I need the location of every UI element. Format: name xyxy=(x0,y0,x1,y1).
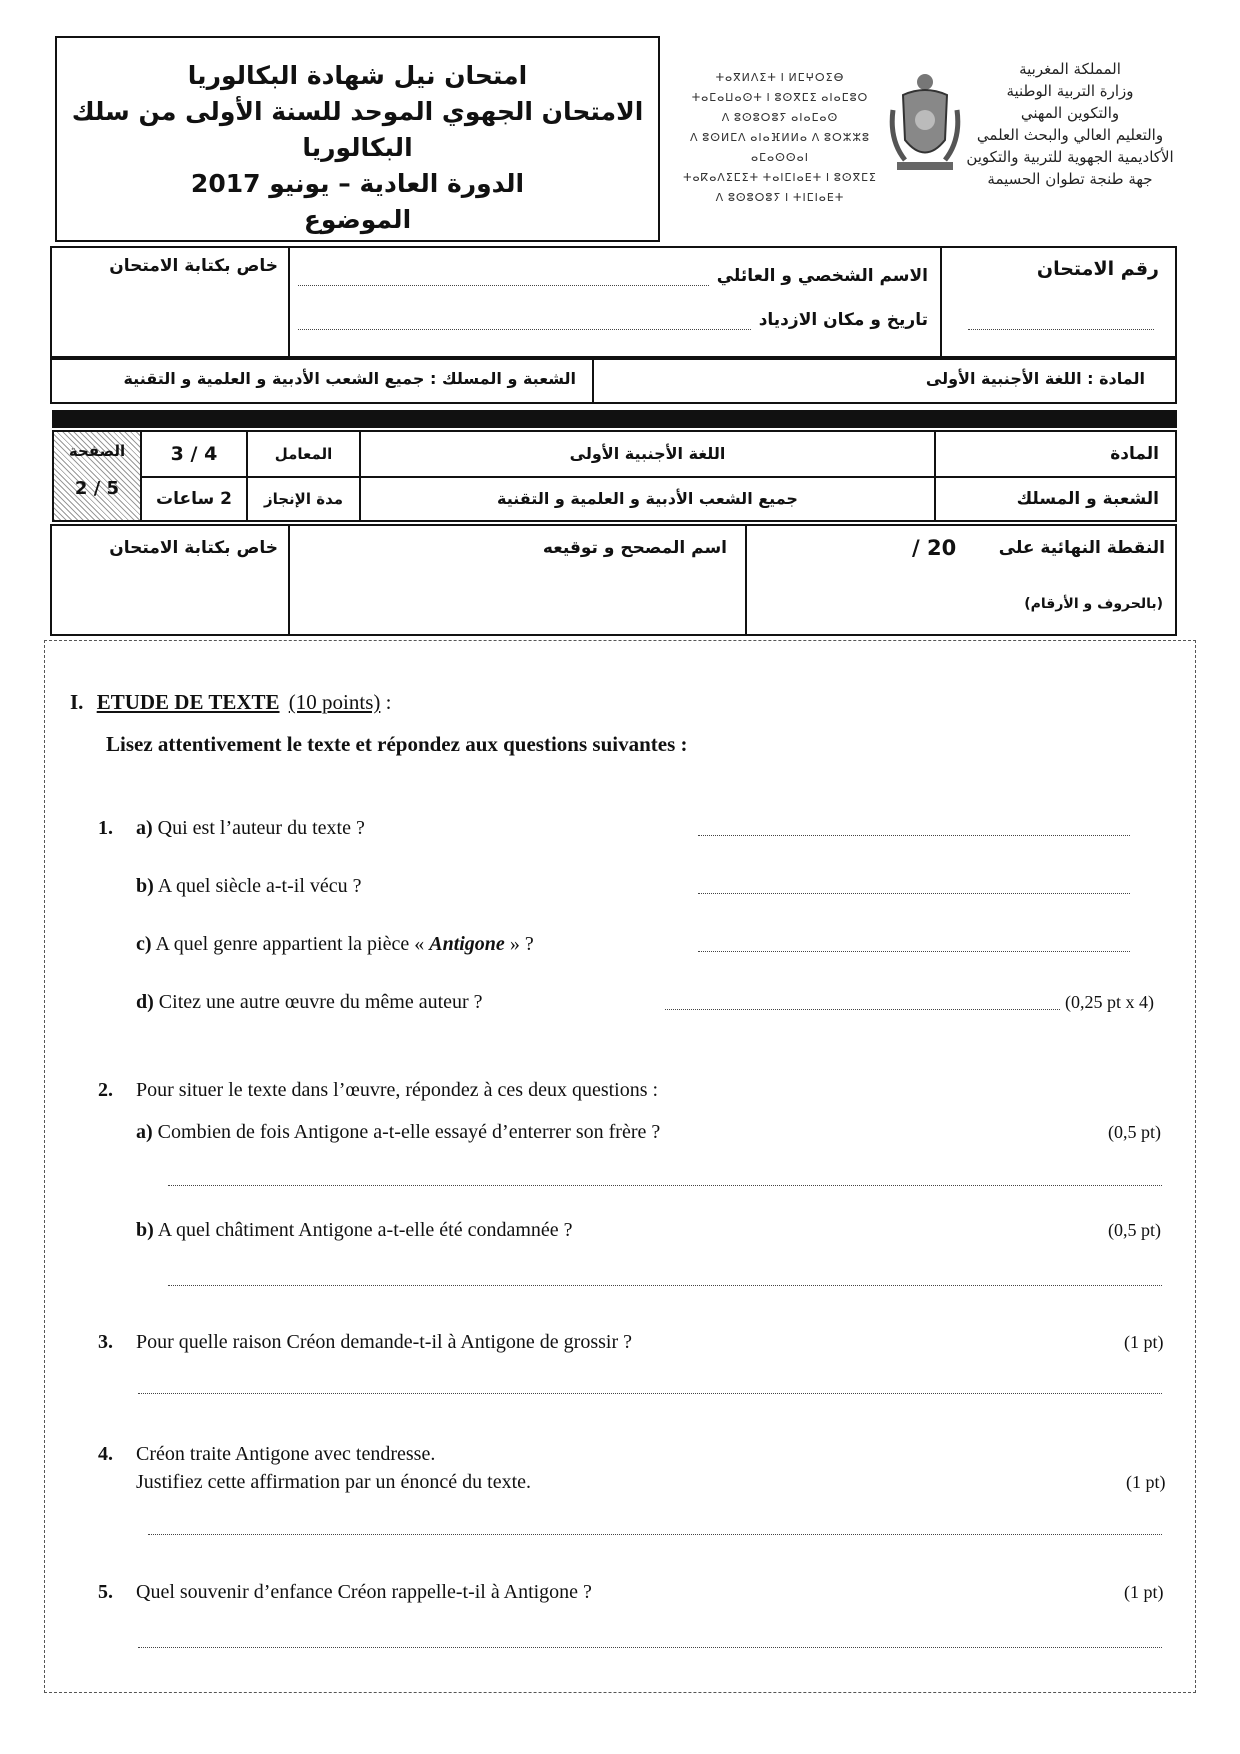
section-points: (10 points) xyxy=(288,690,381,714)
corrector-box xyxy=(290,524,745,636)
ministry-line: والتعليم العالي والبحث العلمي xyxy=(976,126,1164,144)
final-grade-label: النقطة النهائية على xyxy=(998,538,1165,558)
section-colon: : xyxy=(380,690,392,714)
q1b-text: A quel siècle a-t-il vécu ? xyxy=(157,875,362,897)
ministry-line: جهة طنجة تطوان الحسيمة xyxy=(987,170,1153,188)
info-table xyxy=(52,430,1177,522)
q1a-label: a) xyxy=(136,817,153,839)
exam-number-box xyxy=(940,246,1177,358)
duration-value: 2 ساعات xyxy=(156,489,232,509)
section-instruction: Lisez attentivement le texte et répondez aux questions suivantes : xyxy=(106,732,688,756)
q1d-answer-line[interactable] xyxy=(665,1008,1060,1010)
candidate-identity-box xyxy=(290,246,940,358)
section-number: I. xyxy=(70,690,84,714)
q5-number: 5. xyxy=(98,1581,113,1603)
q1c xyxy=(136,932,534,956)
branch-row-label: الشعبة و المسلك xyxy=(1016,489,1159,509)
q2a-answer-line[interactable] xyxy=(168,1184,1162,1186)
exam-number-field[interactable] xyxy=(968,328,1154,330)
section-title: ETUDE DE TEXTE xyxy=(96,690,280,714)
tifinagh-line: ⵜⴰⴳⵍⴷⵉⵜ ⵏ ⵍⵎⵖⵔⵉⴱ xyxy=(715,72,845,84)
q2-text: Pour situer le texte dans l’œuvre, répondez à ces deux questions : xyxy=(136,1079,659,1101)
q2a-points: (0,5 pt) xyxy=(1108,1122,1161,1142)
q4-points: (1 pt) xyxy=(1126,1472,1166,1492)
tifinagh-line: ⴷ ⵓⵙⵓⵔⵓⵢ ⵏ ⵜⵏⵎⵏⴰⴹⵜ xyxy=(715,192,845,204)
duration-label: مدة الإنجاز xyxy=(263,490,344,508)
tifinagh-line: ⵜⴰⵎⴰⵡⴰⵙⵜ ⵏ ⵓⵙⴳⵎⵉ ⴰⵏⴰⵎⵓⵔ xyxy=(691,92,869,104)
q2b-answer-line[interactable] xyxy=(168,1284,1162,1286)
branch-value: جميع الشعب الأدبية و العلمية و التقنية xyxy=(497,489,798,508)
q1d xyxy=(136,990,483,1014)
q2a-text: Combien de fois Antigone a-t-elle essayé d’enterrer son frère ? xyxy=(157,1121,661,1143)
tifinagh-line: ⴷ ⵓⵙⵓⵔⵓⵢ ⴰⵏⴰⵎⴰⵙ xyxy=(721,112,839,124)
title-line-1: امتحان نيل شهادة البكالوريا xyxy=(187,61,528,90)
birth-label: تاريخ و مكان الازدياد xyxy=(758,310,928,330)
page-label: الصفحة xyxy=(68,442,126,460)
q4-line-2: Justifiez cette affirmation par un énoncé du texte. xyxy=(136,1471,532,1493)
coat-of-arms-icon xyxy=(885,70,965,180)
q1c-text-after: » ? xyxy=(504,933,534,955)
q1b-answer-line[interactable] xyxy=(698,892,1130,894)
q2a xyxy=(136,1120,660,1144)
q3-number: 3. xyxy=(98,1331,113,1353)
title-line-2: الامتحان الجهوي الموحد للسنة الأولى من سلك البكالوريا xyxy=(71,97,644,162)
ministry-arabic-block xyxy=(965,58,1175,228)
title-line-4: الموضوع xyxy=(303,205,412,234)
q2b xyxy=(136,1218,573,1242)
q1c-title: Antigone xyxy=(429,933,505,955)
ministry-line: الأكاديمية الجهوية للتربية والتكوين xyxy=(966,148,1174,166)
questions-frame xyxy=(44,640,1196,1693)
reserved-label-bottom: خاص بكتابة الامتحان xyxy=(109,538,278,558)
exam-title-box xyxy=(55,36,660,242)
branch-label: الشعبة و المسلك : جميع الشعب الأدبية و العلمية و التقنية xyxy=(123,369,576,388)
ministry-line: المملكة المغربية xyxy=(1019,60,1121,78)
title-line-3: الدورة العادية – يونيو 2017 xyxy=(190,169,525,198)
letters-digits-note: (بالحروف و الأرقام) xyxy=(1024,596,1163,612)
q1b-label: b) xyxy=(136,875,154,897)
section-heading xyxy=(70,690,391,714)
q4-line-1: Créon traite Antigone avec tendresse. xyxy=(136,1443,436,1465)
page-cell xyxy=(54,432,140,520)
black-divider xyxy=(52,410,1177,428)
reserved-box-bottom xyxy=(50,524,290,636)
q1a-answer-line[interactable] xyxy=(698,834,1130,836)
subject-value: اللغة الأجنبية الأولى xyxy=(569,444,726,463)
q2b-label: b) xyxy=(136,1219,154,1241)
q1a-text: Qui est l’auteur du texte ? xyxy=(157,817,365,839)
q5-points: (1 pt) xyxy=(1124,1582,1164,1602)
subject-label: المادة : اللغة الأجنبية الأولى xyxy=(925,369,1145,388)
q1b xyxy=(136,874,362,898)
q4-answer-line[interactable] xyxy=(148,1533,1162,1535)
q5-answer-line[interactable] xyxy=(138,1646,1162,1648)
page-value: 5 / 2 xyxy=(74,478,120,499)
q1c-text-before: A quel genre appartient la pièce « xyxy=(155,933,430,955)
name-field[interactable] xyxy=(298,271,709,286)
name-label: الاسم الشخصي و العائلي xyxy=(716,266,928,286)
birth-field[interactable] xyxy=(298,315,751,330)
final-grade-box xyxy=(745,524,1177,636)
coef-label: المعامل xyxy=(274,445,333,463)
tifinagh-line: ⵜⴰⴽⴰⴷⵉⵎⵉⵜ ⵜⴰⵏⵎⵏⴰⴹⵜ ⵏ ⵓⵙⴳⵎⵉ xyxy=(683,172,877,184)
ministry-line: والتكوين المهني xyxy=(1020,104,1120,122)
q3-answer-line[interactable] xyxy=(138,1392,1162,1394)
q1c-answer-line[interactable] xyxy=(698,950,1130,952)
final-grade-value: 20 / xyxy=(912,536,957,560)
q1d-label: d) xyxy=(136,991,154,1013)
subject-row-label: المادة xyxy=(1110,444,1159,464)
q1a xyxy=(136,816,365,840)
q1-points: (0,25 pt x 4) xyxy=(1065,992,1154,1012)
q2b-points: (0,5 pt) xyxy=(1108,1220,1161,1240)
q5-text: Quel souvenir d’enfance Créon rappelle-t-il à Antigone ? xyxy=(136,1581,592,1603)
q1c-label: c) xyxy=(136,933,152,955)
q1-number: 1. xyxy=(98,817,113,839)
corrector-label: اسم المصحح و توقيعه xyxy=(542,538,727,558)
ministry-line: وزارة التربية الوطنية xyxy=(1006,82,1134,100)
q3-text: Pour quelle raison Créon demande-t-il à Antigone de grossir ? xyxy=(136,1331,632,1353)
q2b-text: A quel châtiment Antigone a-t-elle été condamnée ? xyxy=(157,1219,573,1241)
q1d-text: Citez une autre œuvre du même auteur ? xyxy=(158,991,483,1013)
branch-box xyxy=(50,358,594,404)
reserved-label: خاص بكتابة الامتحان xyxy=(109,256,278,276)
tifinagh-line: ⴷ ⵓⵙⵍⵎⴷ ⴰⵏⴰⴼⵍⵍⴰ ⴷ ⵓⵔⵣⵣⵓ ⴰⵎⴰⵙⵙⴰⵏ xyxy=(689,132,871,164)
q4-number: 4. xyxy=(98,1443,113,1465)
q2-number: 2. xyxy=(98,1079,113,1101)
coef-value: 4 / 3 xyxy=(170,443,218,465)
exam-number-label: رقم الامتحان xyxy=(1036,258,1159,280)
ministry-tifinagh-block xyxy=(665,68,895,228)
reserved-box-top xyxy=(50,246,290,358)
q3-points: (1 pt) xyxy=(1124,1332,1164,1352)
q2a-label: a) xyxy=(136,1121,153,1143)
subject-box xyxy=(594,358,1177,404)
